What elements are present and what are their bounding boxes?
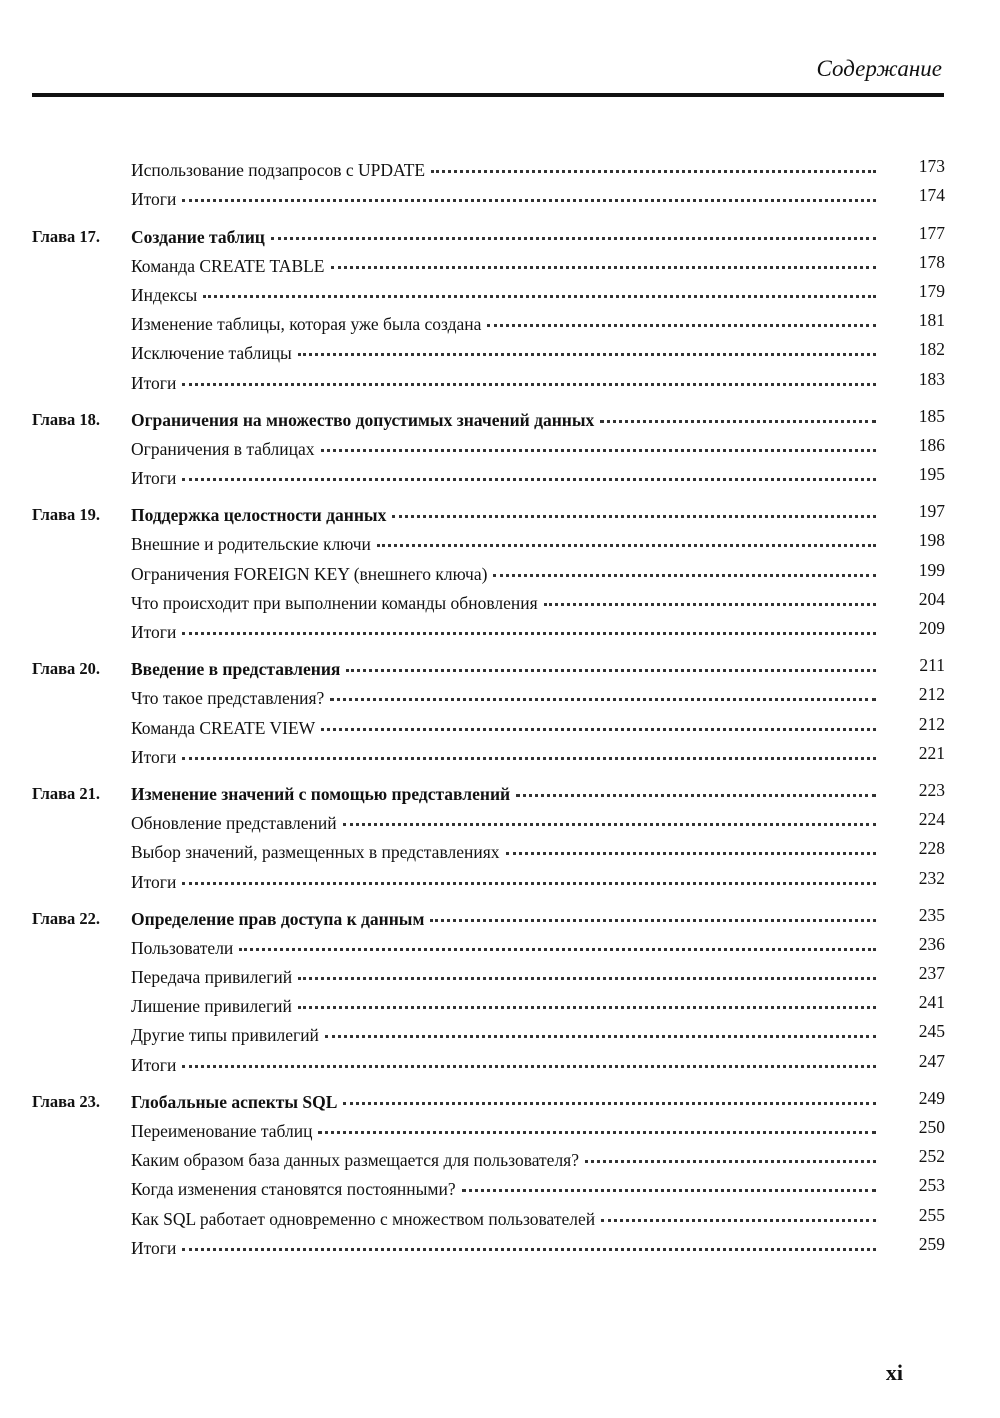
dot-leader [318, 1117, 876, 1135]
page-ref: 174 [918, 185, 945, 206]
page-ref: 245 [918, 1021, 945, 1042]
toc-entry [131, 904, 876, 930]
dot-leader [600, 405, 876, 423]
toc-entry [131, 222, 876, 248]
toc-entry-row [0, 281, 1000, 310]
toc-entry [131, 1117, 876, 1143]
table-of-contents [0, 156, 1000, 1263]
dot-leader [346, 655, 876, 673]
page-ref: 241 [918, 992, 945, 1013]
page-number: xi [885, 1360, 903, 1385]
dot-leader [321, 434, 876, 452]
section-title: Команда CREATE TABLE [131, 255, 325, 276]
toc-entry [131, 530, 876, 556]
toc-entry [131, 867, 876, 893]
section-title: Внешние и родительские ключи [131, 534, 371, 555]
toc-chapter-row [0, 501, 1000, 530]
section-title: Что такое представления? [131, 688, 325, 709]
toc-entry [131, 501, 876, 527]
toc-entry [131, 368, 876, 394]
chapter-title: Поддержка целостности данных [131, 505, 387, 526]
toc-entry-row [0, 867, 1000, 896]
section-title: Обновление представлений [131, 813, 337, 834]
page-ref: 211 [919, 655, 945, 676]
toc-entry [131, 339, 876, 365]
toc-entry [131, 1050, 876, 1076]
dot-leader [544, 588, 876, 606]
section-title: Итоги [131, 189, 177, 210]
toc-entry [131, 559, 876, 585]
toc-chapter-row [0, 222, 1000, 251]
toc-entry [131, 618, 876, 644]
dot-leader [182, 618, 876, 636]
dot-leader [392, 501, 876, 519]
toc-entry [131, 1021, 876, 1047]
toc-chapter-row [0, 655, 1000, 684]
page-ref: 249 [918, 1087, 945, 1108]
toc-entry [131, 655, 876, 681]
toc-entry-row [0, 464, 1000, 493]
section-title: Когда изменения становятся постоянными? [131, 1179, 456, 1200]
dot-leader [487, 310, 876, 328]
toc-entry-row [0, 1050, 1000, 1079]
toc-entry-row [0, 934, 1000, 963]
page-ref: 236 [918, 933, 945, 954]
toc-entry-row [0, 743, 1000, 772]
section-title: Как SQL работает одновременно с множеством пользователей [131, 1208, 596, 1229]
dot-leader [331, 251, 877, 269]
toc-chapter-row [0, 905, 1000, 934]
page-ref: 183 [918, 368, 945, 389]
page-ref: 259 [918, 1233, 945, 1254]
toc-entry [131, 1175, 876, 1201]
dot-leader [182, 368, 876, 386]
dot-leader [182, 1233, 876, 1251]
toc-entry-row [0, 156, 1000, 185]
toc-entry [131, 156, 876, 182]
toc-entry [131, 933, 876, 959]
section-title: Команда CREATE VIEW [131, 717, 316, 738]
toc-entry [131, 405, 876, 431]
dot-leader [182, 464, 876, 482]
toc-entry [131, 838, 876, 864]
dot-leader [298, 339, 876, 357]
dot-leader [506, 838, 877, 856]
chapter-label: Глава 23. [32, 1091, 101, 1111]
toc-entry [131, 185, 876, 211]
toc-entry-row [0, 1146, 1000, 1175]
page-ref: 198 [918, 530, 945, 551]
toc-entry [131, 434, 876, 460]
section-title: Каким образом база данных размещается для пользователя? [131, 1150, 580, 1171]
toc-entry-row [0, 368, 1000, 397]
dot-leader [430, 904, 876, 922]
chapter-label: Глава 20. [32, 659, 101, 679]
page-ref: 250 [918, 1117, 945, 1137]
dot-leader [377, 530, 876, 548]
toc-entry [131, 742, 876, 768]
section-title: Итоги [131, 372, 177, 393]
chapter-title: Создание таблиц [131, 226, 265, 247]
page-ref: 247 [918, 1050, 945, 1071]
header-rule [32, 93, 944, 97]
toc-entry-row [0, 1204, 1000, 1233]
toc-entry [131, 963, 876, 989]
dot-leader [239, 933, 876, 951]
page-ref: 199 [918, 559, 945, 580]
section-title: Индексы [131, 284, 198, 305]
toc-entry [131, 588, 876, 614]
chapter-title: Определение прав доступа к данным [131, 908, 425, 929]
toc-entry-row [0, 809, 1000, 838]
toc-entry-row [0, 339, 1000, 368]
toc-entry-row [0, 185, 1000, 214]
toc-entry [131, 684, 876, 710]
dot-leader [462, 1175, 876, 1193]
section-title: Использование подзапросов с UPDATE [131, 160, 426, 181]
dot-leader [493, 559, 876, 577]
page-ref: 212 [918, 713, 945, 734]
toc-entry-row [0, 838, 1000, 867]
toc-chapter-row [0, 780, 1000, 809]
chapter-label: Глава 17. [32, 226, 101, 246]
toc-chapter-row [0, 1088, 1000, 1117]
page-ref: 221 [918, 742, 945, 763]
toc-chapter-row [0, 406, 1000, 435]
page-ref: 181 [918, 310, 945, 331]
chapter-label: Глава 18. [32, 409, 101, 429]
section-title: Переименование таблиц [131, 1121, 313, 1141]
toc-entry [131, 992, 876, 1018]
toc-entry-row [0, 1234, 1000, 1263]
dot-leader [182, 742, 876, 760]
dot-leader [431, 156, 876, 174]
chapter-label: Глава 21. [32, 783, 101, 803]
toc-entry-row [0, 1175, 1000, 1204]
toc-entry-row [0, 963, 1000, 992]
page-ref: 253 [918, 1175, 945, 1196]
section-title: Ограничения FOREIGN KEY (внешнего ключа) [131, 563, 488, 584]
dot-leader [182, 1050, 876, 1068]
dot-leader [203, 280, 876, 298]
dot-leader [182, 867, 876, 885]
dot-leader [182, 185, 876, 203]
page-ref: 177 [918, 222, 945, 243]
toc-entry-row [0, 992, 1000, 1021]
toc-entry-row [0, 713, 1000, 742]
dot-leader [330, 684, 876, 702]
toc-entry [131, 310, 876, 336]
chapter-title: Глобальные аспекты SQL [131, 1091, 338, 1112]
section-title: Что происходит при выполнении команды обновления [131, 592, 538, 613]
dot-leader [325, 1021, 876, 1039]
dot-leader [298, 963, 876, 981]
toc-entry-row [0, 435, 1000, 464]
page-ref: 195 [918, 464, 945, 485]
toc-entry [131, 809, 876, 835]
page-ref: 173 [918, 156, 945, 177]
toc-entry-row [0, 618, 1000, 647]
page-ref: 178 [918, 251, 945, 272]
chapter-label: Глава 19. [32, 505, 101, 525]
page-ref: 237 [918, 963, 945, 984]
page-ref: 224 [918, 809, 945, 830]
section-title: Итоги [131, 468, 177, 489]
toc-entry [131, 1204, 876, 1230]
chapter-title: Введение в представления [131, 659, 341, 680]
toc-entry-row [0, 310, 1000, 339]
page-ref: 255 [918, 1204, 945, 1225]
section-title: Выбор значений, размещенных в представлениях [131, 842, 500, 863]
section-title: Исключение таблицы [131, 343, 292, 364]
dot-leader [585, 1146, 876, 1164]
toc-entry-row [0, 530, 1000, 559]
section-title: Итоги [131, 622, 177, 642]
page-ref: 228 [918, 838, 945, 859]
toc-entry [131, 1087, 876, 1113]
dot-leader [343, 1087, 876, 1105]
page-ref: 235 [918, 904, 945, 925]
dot-leader [601, 1204, 876, 1222]
running-head: Содержание [816, 56, 942, 81]
dot-leader [271, 222, 876, 240]
page-ref: 212 [918, 684, 945, 705]
page-ref: 204 [918, 588, 945, 609]
toc-entry-row [0, 1117, 1000, 1146]
section-title: Передача привилегий [131, 967, 293, 988]
toc-entry-row [0, 589, 1000, 618]
toc-entry [131, 779, 876, 805]
page-ref: 209 [918, 618, 945, 638]
toc-entry [131, 1233, 876, 1259]
section-title: Итоги [131, 746, 177, 767]
page-ref: 232 [918, 867, 945, 888]
dot-leader [321, 713, 876, 731]
section-title: Лишение привилегий [131, 996, 292, 1017]
toc-entry-row [0, 252, 1000, 281]
dot-leader [298, 992, 876, 1010]
section-title: Итоги [131, 871, 177, 892]
chapter-title: Ограничения на множество допустимых значений данных [131, 409, 595, 430]
section-title: Другие типы привилегий [131, 1025, 319, 1046]
section-title: Пользователи [131, 937, 234, 958]
toc-entry-row [0, 1021, 1000, 1050]
page-ref: 185 [918, 405, 945, 426]
toc-entry [131, 251, 876, 277]
section-title: Ограничения в таблицах [131, 438, 315, 459]
dot-leader [343, 809, 876, 827]
toc-entry [131, 713, 876, 739]
section-title: Изменение таблицы, которая уже была создана [131, 314, 482, 335]
chapter-label: Глава 22. [32, 908, 101, 928]
dot-leader [516, 779, 876, 797]
page-ref: 186 [918, 434, 945, 455]
chapter-title: Изменение значений с помощью представлений [131, 783, 511, 804]
toc-entry [131, 280, 876, 306]
page-ref: 182 [918, 339, 945, 360]
page-ref: 197 [918, 501, 945, 522]
toc-entry-row [0, 559, 1000, 588]
toc-entry [131, 464, 876, 490]
page-ref: 179 [918, 280, 945, 301]
toc-entry [131, 1146, 876, 1172]
section-title: Итоги [131, 1237, 177, 1258]
page-ref: 223 [918, 779, 945, 800]
section-title: Итоги [131, 1054, 177, 1075]
toc-entry-row [0, 684, 1000, 713]
page-ref: 252 [918, 1146, 945, 1167]
